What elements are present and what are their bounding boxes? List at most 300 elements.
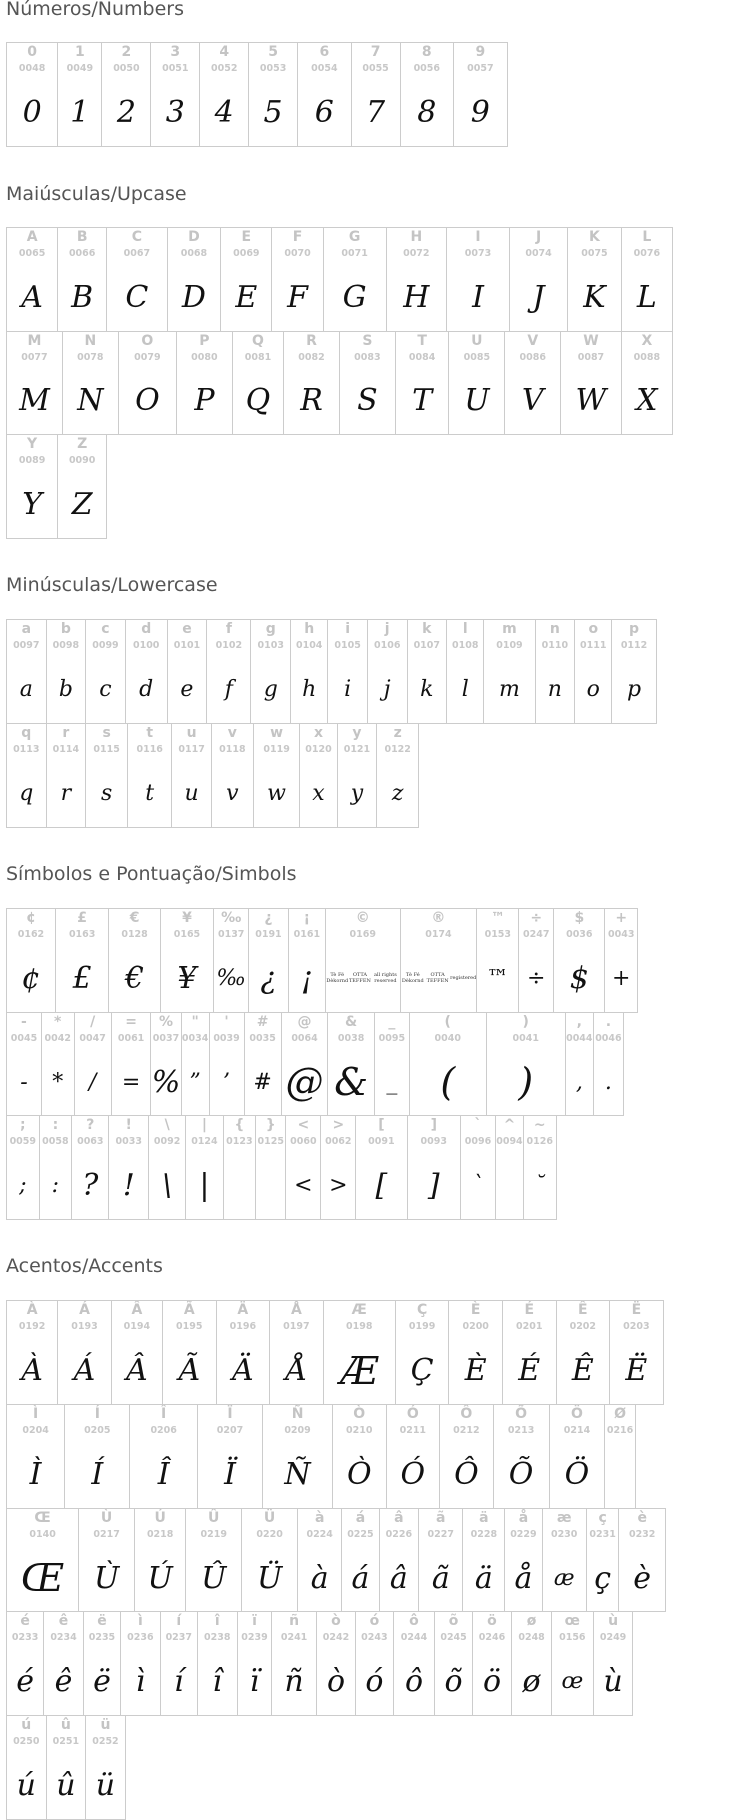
glyph-sample: t: [145, 780, 155, 806]
glyph-sample: È: [464, 1353, 487, 1389]
glyph-cell: [593, 1611, 634, 1716]
glyph-code-label: 0109: [496, 640, 523, 652]
glyph-code-label: 0202: [569, 1321, 597, 1333]
glyph-character-label: +: [615, 910, 628, 927]
glyph-character-label: ç: [598, 1509, 607, 1526]
section-title: Acentos/Accents: [6, 1255, 163, 1278]
glyph-character-label: ñ: [289, 1613, 300, 1630]
glyph-cell: [111, 1012, 152, 1117]
glyph-character-label: Å: [290, 1302, 302, 1319]
glyph-character-label: -: [21, 1013, 27, 1030]
glyph-cell: [271, 227, 323, 332]
glyph-code-label: 0161: [293, 929, 321, 941]
glyph-sample: K: [583, 279, 606, 315]
glyph-code-label: 0068: [180, 248, 208, 260]
glyph-code-label: 0042: [44, 1032, 71, 1044]
glyph-sample: 9: [470, 94, 490, 130]
glyph-sample: Ö: [564, 1456, 590, 1492]
glyph-cell: [502, 1300, 557, 1405]
glyph-cell: [6, 908, 56, 1013]
glyph-character-label: Á: [79, 1302, 90, 1319]
glyph-character-label: À: [26, 1302, 38, 1319]
glyph-code-label: 0204: [22, 1425, 49, 1437]
glyph-code-label: 0249: [599, 1632, 627, 1644]
glyph-cell: [262, 1404, 333, 1509]
glyph-character-label: ù: [608, 1613, 619, 1630]
glyph-character-label: E: [241, 229, 252, 246]
glyph-cell: [556, 1300, 611, 1405]
glyph-sample: î: [212, 1664, 223, 1700]
glyph-code-label: 0034: [181, 1032, 209, 1044]
glyph-character-label: É: [524, 1302, 535, 1319]
glyph-code-label: 0192: [18, 1321, 46, 1333]
glyph-code-label: 0104: [295, 640, 323, 652]
glyph-code-label: 0074: [525, 248, 552, 260]
glyph-character-label: ¥: [182, 910, 192, 927]
glyph-sample: ê: [54, 1664, 73, 1700]
glyph-character-label: è: [637, 1509, 647, 1526]
glyph-cell: [127, 723, 172, 828]
glyph-character-label: ): [522, 1013, 529, 1030]
glyph-character-label: Œ: [34, 1509, 51, 1526]
glyph-code-label: 0060: [290, 1136, 317, 1148]
glyph-sample: Â: [126, 1353, 148, 1389]
glyph-character-label: Ë: [631, 1302, 642, 1319]
glyph-cell: [495, 1115, 524, 1220]
glyph-code-label: 0110: [541, 640, 569, 652]
glyph-cell: [160, 1611, 198, 1716]
glyph-code-label: 0045: [10, 1032, 38, 1044]
glyph-sample: è: [633, 1560, 652, 1596]
glyph-character-label: L: [642, 229, 652, 246]
glyph-sample: T: [412, 383, 433, 419]
glyph-character-label: (: [444, 1013, 451, 1030]
glyph-sample: 8: [417, 94, 437, 130]
glyph-cell: [108, 1115, 149, 1220]
glyph-code-label: 0073: [464, 248, 492, 260]
glyph-sample: <: [294, 1173, 313, 1199]
glyph-code-label: 0122: [384, 744, 411, 755]
glyph-character-label: ÷: [530, 910, 543, 927]
glyph-code-label: 0229: [510, 1528, 537, 1540]
glyph-cell: [462, 1508, 505, 1613]
glyph-sample: Ò: [346, 1456, 372, 1492]
glyph-cell: [6, 723, 47, 828]
glyph-sample: ): [518, 1060, 534, 1105]
glyph-character-label: ©: [355, 910, 370, 927]
glyph-sample: D: [181, 279, 206, 315]
glyph-cell: [283, 331, 340, 436]
glyph-code-label: 0093: [420, 1136, 447, 1148]
logo-text-line: Tè Fé Dèkornd: [326, 972, 349, 985]
glyph-cell: [290, 619, 328, 724]
glyph-cell: [339, 331, 396, 436]
glyph-character-label: Õ: [515, 1406, 528, 1423]
glyph-code-label: 0112: [620, 640, 648, 652]
glyph-cell: [255, 1115, 286, 1220]
glyph-code-label: 0037: [152, 1032, 180, 1044]
glyph-cell: [476, 908, 519, 1013]
glyph-cell: [621, 227, 673, 332]
glyph-code-label: 0121: [343, 744, 371, 755]
glyph-sample: [401, 945, 477, 1012]
glyph-character-label: 6: [319, 43, 330, 60]
glyph-cell: [250, 619, 291, 724]
glyph-code-label: 0238: [204, 1632, 231, 1644]
glyph-character-label: !: [125, 1117, 132, 1134]
glyph-code-label: 0047: [79, 1032, 106, 1044]
glyph-sample: ™: [486, 965, 509, 991]
glyph-code-label: 0088: [633, 351, 661, 363]
glyph-sample: Ñ: [284, 1456, 311, 1492]
glyph-sample: @: [285, 1060, 324, 1105]
glyph-cell: [509, 227, 568, 332]
glyph-sample: s: [100, 780, 113, 806]
glyph-character-label: m: [502, 621, 517, 638]
glyph-code-label: 0244: [400, 1632, 428, 1644]
glyph-cell: [407, 1115, 462, 1220]
glyph-character-label: æ: [556, 1509, 572, 1526]
glyph-cell: [248, 42, 298, 147]
glyph-character-label: Ô: [460, 1406, 473, 1423]
glyph-cell: [46, 1715, 87, 1820]
glyph-character-label: i: [345, 621, 351, 638]
glyph-sample: Ï: [224, 1456, 236, 1492]
glyph-character-label: Ã: [183, 1302, 195, 1319]
glyph-sample: p: [626, 677, 642, 703]
glyph-cell: [241, 1508, 298, 1613]
glyph-cell: [565, 1012, 594, 1117]
glyph-cell: [400, 908, 478, 1013]
glyph-sample: E: [235, 279, 258, 315]
glyph-character-label: â: [394, 1509, 404, 1526]
glyph-code-label: 0044: [566, 1032, 593, 1044]
glyph-code-label: 0163: [68, 929, 96, 941]
glyph-code-label: 0056: [413, 62, 441, 74]
glyph-code-label: 0250: [13, 1735, 40, 1747]
glyph-cell: [297, 1508, 342, 1613]
glyph-code-label: 0203: [623, 1321, 650, 1333]
glyph-cell: [323, 227, 387, 332]
logo-text-line: registered: [450, 975, 477, 982]
glyph-code-label: 0070: [284, 248, 311, 260]
glyph-cell: [299, 723, 337, 828]
glyph-sample: Õ: [508, 1456, 534, 1492]
glyph-code-label: 0072: [403, 248, 430, 260]
glyph-cell: [160, 908, 215, 1013]
glyph-character-label: Q: [252, 332, 264, 349]
glyph-cell: [237, 1611, 273, 1716]
glyph-cell: [120, 1611, 161, 1716]
glyph-character-label: œ: [564, 1613, 580, 1630]
glyph-code-label: 0246: [478, 1632, 506, 1644]
glyph-cell: [55, 908, 110, 1013]
glyph-cell: [148, 1115, 186, 1220]
glyph-cell: [593, 1012, 624, 1117]
glyph-code-label: 0212: [453, 1425, 480, 1437]
glyph-cell: [341, 1508, 379, 1613]
glyph-character-label: ¢: [26, 910, 36, 927]
glyph-character-label: w: [270, 725, 284, 741]
glyph-code-label: 0232: [628, 1528, 656, 1540]
glyph-character-label: à: [314, 1509, 325, 1526]
glyph-code-label: 0043: [607, 929, 635, 941]
glyph-cell: [83, 1611, 121, 1716]
glyph-sample: œ: [561, 1669, 584, 1695]
glyph-character-label: &: [345, 1013, 358, 1030]
glyph-sample: l: [461, 677, 469, 703]
glyph-cell: [6, 1404, 65, 1509]
glyph-cell: [586, 1508, 620, 1613]
glyph-sample: O: [135, 383, 160, 419]
glyph-sample: ]: [427, 1168, 440, 1204]
glyph-character-label: Í: [94, 1406, 100, 1423]
glyph-cell: [323, 1300, 396, 1405]
glyph-cell: [6, 1115, 40, 1220]
glyph-character-label: ¡: [303, 910, 311, 927]
glyph-code-label: 0126: [526, 1136, 553, 1148]
glyph-character-label: >: [332, 1117, 345, 1134]
glyph-code-label: 0237: [165, 1632, 193, 1644]
glyph-character-label: ‰: [221, 910, 242, 927]
glyph-code-label: 0059: [9, 1136, 37, 1148]
glyph-character-label: h: [304, 621, 315, 638]
glyph-code-label: 0218: [146, 1528, 174, 1540]
glyph-sample: r: [60, 780, 72, 806]
glyph-code-label: 0058: [42, 1136, 69, 1148]
glyph-sample: ?: [82, 1168, 99, 1204]
glyph-code-label: 0156: [559, 1632, 586, 1644]
glyph-cell: [6, 1300, 58, 1405]
glyph-sample: Ô: [454, 1456, 479, 1492]
glyph-cell: [106, 227, 168, 332]
glyph-code-label: 0233: [11, 1632, 39, 1644]
glyph-cell: [386, 1404, 441, 1509]
glyph-sample: ü: [95, 1767, 116, 1803]
glyph-character-label: å: [518, 1509, 529, 1526]
glyph-character-label: D: [188, 229, 200, 246]
glyph-sample: C: [125, 279, 149, 315]
glyph-sample: õ: [444, 1664, 463, 1700]
glyph-sample: Ù: [93, 1560, 120, 1596]
glyph-cell: [162, 1300, 217, 1405]
glyph-character-label: ú: [21, 1716, 32, 1733]
glyph-character-label: ö: [487, 1613, 497, 1630]
glyph-character-label: ã: [436, 1509, 446, 1526]
glyph-cell: [285, 1115, 321, 1220]
glyph-cell: [604, 908, 638, 1013]
glyph-character-label: Z: [77, 436, 88, 453]
glyph-sample: $: [569, 960, 589, 996]
glyph-character-label: V: [527, 332, 539, 349]
glyph-sample: Æ: [340, 1348, 379, 1393]
glyph-code-label: 0210: [346, 1425, 373, 1437]
glyph-code-label: 0245: [440, 1632, 467, 1644]
glyph-cell: [460, 1115, 496, 1220]
glyph-code-label: 0117: [178, 744, 205, 755]
glyph-code-label: 0098: [52, 640, 80, 652]
glyph-code-label: 0033: [115, 1136, 142, 1148]
glyph-character-label: f: [225, 621, 232, 638]
glyph-character-label: C: [131, 229, 143, 246]
glyph-character-label: ò: [331, 1613, 341, 1630]
glyph-sample: 7: [366, 94, 386, 130]
glyph-sample: ô: [404, 1664, 424, 1700]
section-title: Minúsculas/Lowercase: [6, 574, 218, 597]
glyph-sample: Ú: [147, 1560, 173, 1596]
glyph-character-label: #: [256, 1013, 269, 1030]
glyph-character-label: ,: [576, 1013, 582, 1030]
glyph-code-label: 0040: [434, 1032, 461, 1044]
glyph-cell: [167, 227, 222, 332]
glyph-cell: [57, 42, 102, 147]
glyph-sample: Î: [157, 1456, 170, 1492]
glyph-code-label: 0243: [361, 1632, 388, 1644]
glyph-code-label: 0169: [349, 929, 376, 941]
glyph-sample: ö: [482, 1664, 502, 1700]
glyph-code-label: 0116: [136, 744, 163, 755]
glyph-sample: Ê: [571, 1353, 594, 1389]
glyph-cell: [511, 1611, 552, 1716]
glyph-code-label: 0242: [322, 1632, 350, 1644]
glyph-cell: [197, 1611, 238, 1716]
glyph-cell: [325, 908, 401, 1013]
glyph-code-label: 0094: [496, 1136, 523, 1148]
glyph-cell: [439, 1404, 494, 1509]
glyph-sample: R: [300, 383, 323, 419]
glyph-sample: À: [21, 1353, 43, 1389]
glyph-code-label: 0219: [200, 1528, 227, 1540]
glyph-code-label: 0230: [550, 1528, 578, 1540]
glyph-character-label: £: [77, 910, 88, 927]
glyph-cell: [386, 227, 448, 332]
glyph-code-label: 0090: [68, 455, 96, 467]
glyph-character-label: c: [101, 621, 110, 638]
glyph-cell: [486, 1012, 566, 1117]
glyph-code-label: 0201: [516, 1321, 543, 1333]
glyph-cell: [62, 331, 119, 436]
glyph-character-label: 2: [121, 43, 132, 60]
glyph-sample: f: [224, 677, 233, 703]
glyph-cell: [332, 1404, 387, 1509]
glyph-code-label: 0231: [589, 1528, 616, 1540]
glyph-code-label: 0092: [153, 1136, 181, 1148]
glyph-cell: [134, 1508, 186, 1613]
glyph-sample: ¥: [177, 960, 197, 996]
glyph-character-label: ': [224, 1013, 229, 1030]
glyph-cell: [379, 1508, 420, 1613]
glyph-sample: Á: [73, 1353, 96, 1389]
glyph-character-label: ó: [369, 1613, 380, 1630]
glyph-code-label: 0064: [291, 1032, 318, 1044]
glyph-cell: [64, 1404, 130, 1509]
glyph-sample: å: [514, 1560, 533, 1596]
glyph-sample: .: [604, 1069, 612, 1095]
glyph-cell: [41, 1012, 75, 1117]
glyph-cell: [185, 1115, 223, 1220]
glyph-sample: Œ: [20, 1556, 65, 1601]
glyph-code-label: 0057: [467, 62, 494, 74]
glyph-code-label: 0239: [241, 1632, 268, 1644]
glyph-cell: [493, 1404, 550, 1509]
glyph-sample: 6: [314, 94, 334, 130]
glyph-sample: Q: [245, 383, 271, 419]
glyph-cell: [209, 1012, 245, 1117]
glyph-code-label: 0193: [71, 1321, 98, 1333]
glyph-cell: [57, 227, 107, 332]
glyph-character-label: ô: [409, 1613, 419, 1630]
glyph-sample: ì: [135, 1664, 146, 1700]
glyph-cell: [407, 619, 448, 724]
glyph-character-label: é: [20, 1613, 30, 1630]
glyph-character-label: Ï: [227, 1406, 233, 1423]
glyph-sample: ò: [326, 1664, 345, 1700]
glyph-character-label: ®: [431, 910, 446, 927]
glyph-code-label: 0165: [173, 929, 201, 941]
glyph-sample: [326, 945, 400, 1012]
glyph-code-label: 0067: [123, 248, 151, 260]
glyph-code-label: 0247: [523, 929, 550, 941]
glyph-sample: V: [521, 383, 544, 419]
glyph-code-label: 0114: [52, 744, 80, 755]
glyph-sample: >: [329, 1173, 348, 1199]
glyph-sample: û: [56, 1767, 76, 1803]
glyph-code-label: 0035: [249, 1032, 276, 1044]
glyph-code-label: 0206: [150, 1425, 177, 1437]
glyph-sample: S: [357, 383, 378, 419]
glyph-character-label: Â: [131, 1302, 143, 1319]
glyph-cell: [504, 1508, 542, 1613]
glyph-code-label: 0095: [378, 1032, 406, 1044]
glyph-cell: [409, 1012, 487, 1117]
glyph-sample: j: [383, 677, 391, 703]
glyph-character-label: î: [214, 1613, 220, 1630]
glyph-sample: Ç: [410, 1353, 434, 1389]
glyph-sample: Ã: [178, 1353, 201, 1389]
glyph-character-label: u: [186, 725, 197, 741]
glyph-sample: F: [287, 279, 308, 315]
glyph-code-label: 0086: [519, 351, 546, 363]
glyph-code-label: 0041: [512, 1032, 539, 1044]
glyph-cell: [74, 1012, 112, 1117]
glyph-character-label: T: [417, 332, 427, 349]
glyph-cell: [393, 1611, 436, 1716]
logo-text-line: OTTA TEFFEN: [426, 972, 449, 985]
glyph-character-label: r: [62, 725, 70, 741]
glyph-code-label: 0105: [334, 640, 361, 652]
glyph-code-label: 0209: [284, 1425, 311, 1437]
glyph-code-label: 0071: [341, 248, 368, 260]
glyph-cell: [367, 619, 408, 724]
glyph-character-label: \: [164, 1117, 170, 1134]
glyph-sample: h: [302, 677, 317, 703]
glyph-cell: [400, 42, 455, 147]
glyph-cell: [220, 227, 272, 332]
glyph-character-label: {: [234, 1117, 245, 1134]
glyph-cell: [316, 1611, 357, 1716]
glyph-sample: J: [532, 279, 545, 315]
section-title: Símbolos e Pontuação/Simbols: [6, 863, 297, 886]
glyph-sample: â: [389, 1560, 408, 1596]
glyph-character-label: Ò: [353, 1406, 366, 1423]
glyph-sample: ”: [189, 1069, 201, 1095]
glyph-sample: _: [386, 1069, 398, 1095]
glyph-sample: Ó: [400, 1456, 426, 1492]
glyph-cell: [281, 1012, 329, 1117]
glyph-character-label: q: [21, 725, 32, 741]
glyph-cell: [6, 42, 58, 147]
glyph-cell: [6, 1715, 47, 1820]
